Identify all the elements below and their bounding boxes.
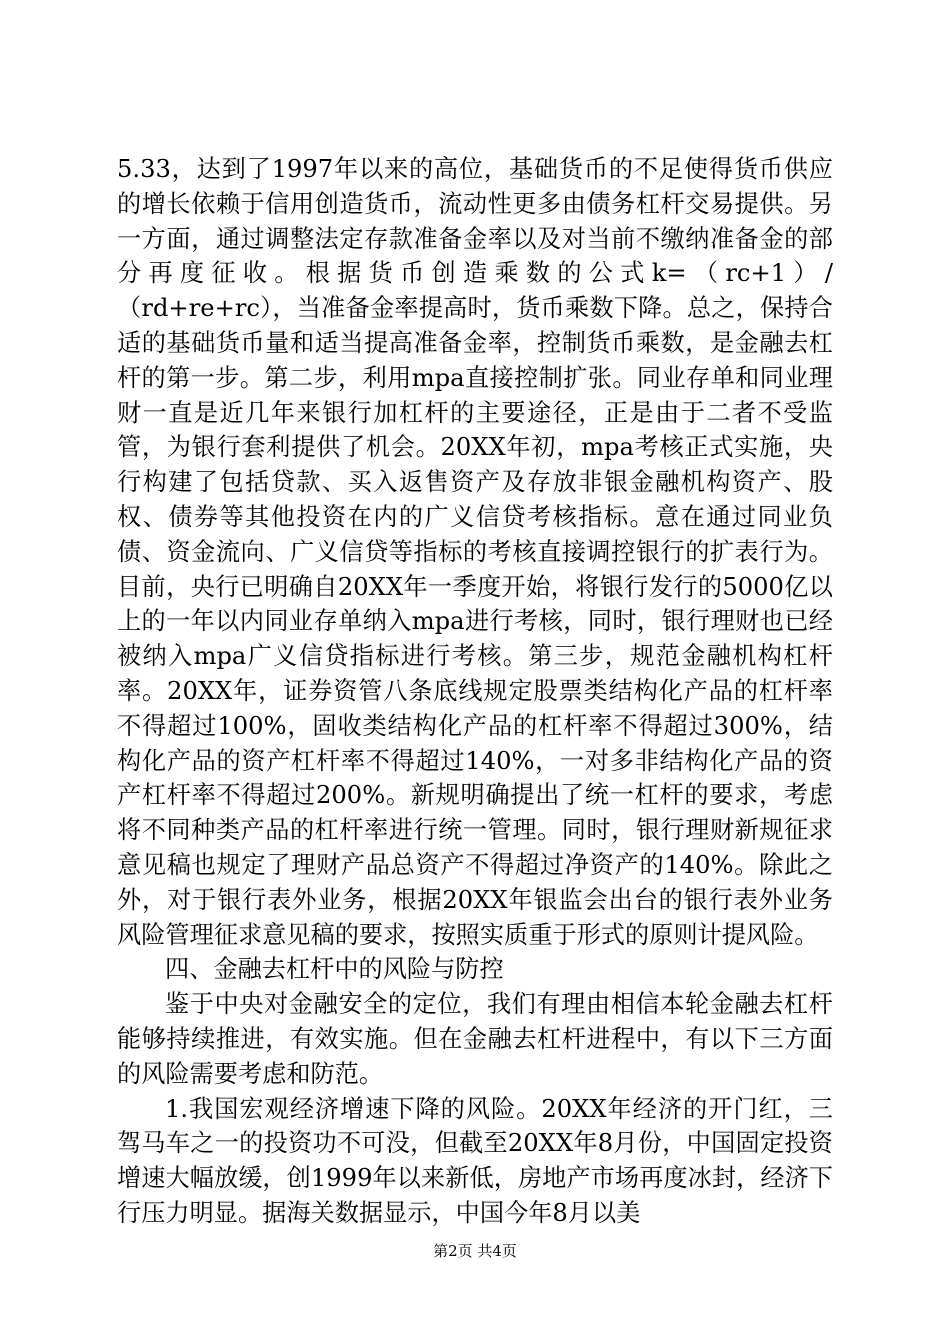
body-paragraph: 5.33，达到了1997年以来的高位，基础货币的不足使得货币供应的增长依赖于信用创造货币，流动性更多由债务杠杆交易提供。另一方面，通过调整法定存款准备金率以及对当前不缴纳准备金的部分再度征收。根据货币创造乘数的公式k=（rc+1）/（rd+re+rc），当准备金率提高时，货币乘数下降。总之，保持合适的基础货币量和适当提高准备金率，控制货币乘数，是金融去杠杆的第一步。第二步，利用mpa直接控制扩张。同业存单和同业理财一直是近几年来银行加杠杆的主要途径，正是由于二者不受监管，为银行套利提供了机会。20XX年初，mpa考核正式实施，央行构建了包括贷款、买入返售资产及存放非银金融机构资产、股权、债券等其他投资在内的广义信贷考核指标。意在通过同业负债、资金流向、广义信贷等指标的考核直接调控银行的扩表行为。目前，央行已明确自20XX年一季度开始，将银行发行的5000亿以上的一年以内同业存单纳入mpa进行考核，同时，银行理财也已经被纳入mpa广义信贷指标进行考核。第三步，规范金融机构杠杆率。20XX年，证券资管八条底线规定股票类结构化产品的杠杆率不得超过100%，固收类结构化产品的杠杆率不得超过300%，结构化产品的资产杠杆率不得超过140%，一对多非结构化产品的资产杠杆率不得超过200%。新规明确提出了统一杠杆的要求，考虑将不同种类产品的杠杆率进行统一管理。同时，银行理财新规征求意见稿也规定了理财产品总资产不得超过净资产的140%。除此之外，对于银行表外业务，根据20XX年银监会出台的银行表外业务风险管理征求意见稿的要求，按照实质重于形式的原则计提风险。 — [117, 155, 833, 949]
body-paragraph: 1.我国宏观经济增速下降的风险。20XX年经济的开门红，三驾马车之一的投资功不可没，但截至20XX年8月份，中国固定投资增速大幅放缓，创1999年以来新低，房地产市场再度冰封，经济下行压力明显。据海关数据显示，中国今年8月以美 — [117, 1094, 833, 1227]
body-paragraph: 鉴于中央对金融安全的定位，我们有理由相信本轮金融去杠杆能够持续推进，有效实施。但在金融去杠杆进程中，有以下三方面的风险需要考虑和防范。 — [117, 990, 833, 1088]
page-number-footer: 第2页 共4页 — [433, 1242, 517, 1260]
document-body — [117, 152, 833, 1231]
section-heading: 四、金融去杠杆中的风险与防控 — [165, 955, 504, 984]
